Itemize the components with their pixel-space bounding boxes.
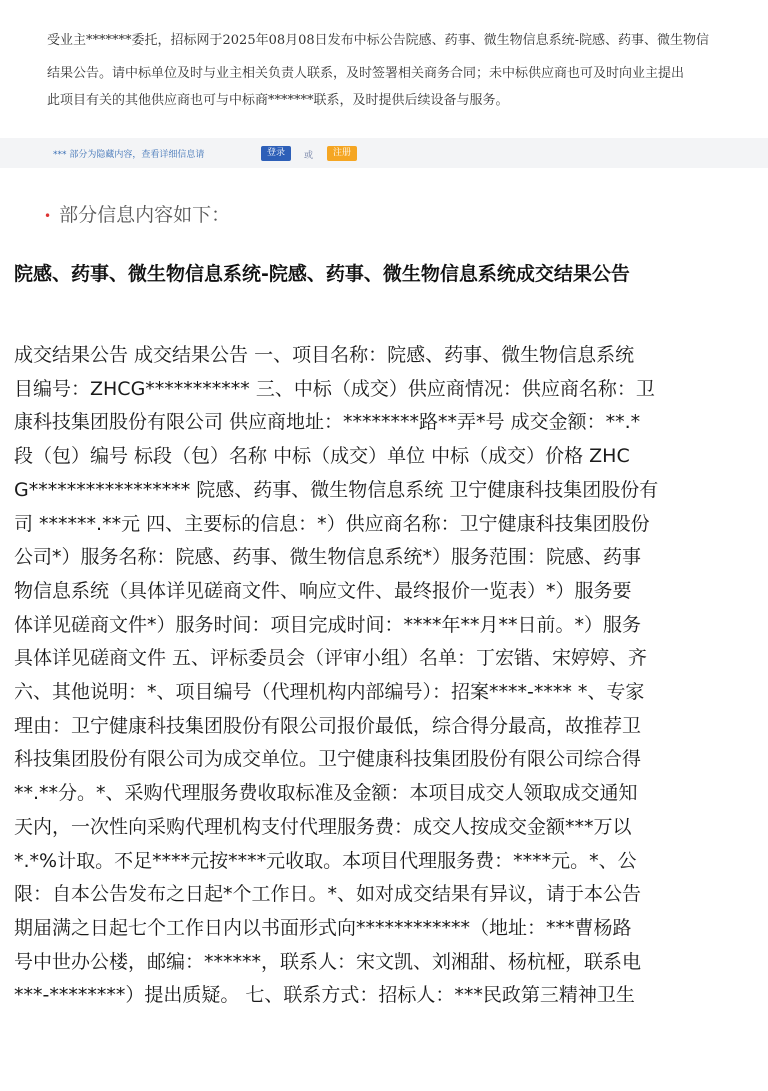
document-body-line: 司 ******.**元 四、主要标的信息：*）供应商名称：卫宁健康科技集团股份 bbox=[14, 512, 650, 535]
document-body-line: 期届满之日起七个工作日内以书面形式向************（地址：***曹杨路 bbox=[14, 916, 632, 939]
section-heading-text: 部分信息内容如下： bbox=[59, 204, 231, 226]
document-body-line: G***************** 院感、药事、微生物信息系统 卫宁健康科技集团股份有 bbox=[14, 478, 659, 501]
document-body-line: 具体详见磋商文件 五、评标委员会（评审小组）名单：丁宏锴、宋婷婷、齐 bbox=[14, 647, 648, 670]
document-body-line: 天内，一次性向采购代理机构支付代理服务费：成交人按成交金额***万以 bbox=[14, 815, 632, 838]
document-body-line: 成交结果公告 成交结果公告 一、项目名称：院感、药事、微生物信息系统 bbox=[14, 344, 635, 366]
document-body-line: 物信息系统（具体详见磋商文件、响应文件、最终报价一览表）*）服务要 bbox=[14, 579, 632, 602]
bullet-dot-icon: • bbox=[44, 208, 52, 223]
document-body-line: ***-********）提出质疑。 七、联系方式：招标人：***民政第三精神卫生 bbox=[14, 984, 635, 1007]
intro-line: 此项目有关的其他供应商也可与中标商*******联系，及时提供后续设备与服务。 bbox=[47, 93, 509, 108]
document-title: 院感、药事、微生物信息系统-院感、药事、微生物信息系统成交结果公告 bbox=[14, 263, 630, 285]
hidden-content-notice: *** 部分为隐藏内容，查看详细信息请 bbox=[53, 150, 205, 160]
document-body-line: 体详见磋商文件*）服务时间：项目完成时间：****年**月**日前。*）服务 bbox=[14, 613, 642, 636]
or-label: 或 bbox=[304, 151, 314, 161]
document-body-line: 理由：卫宁健康科技集团股份有限公司报价最低，综合得分最高，故推荐卫 bbox=[14, 714, 642, 737]
login-button[interactable]: 登录 bbox=[261, 146, 291, 161]
document-body-line: 六、其他说明：*、项目编号（代理机构内部编号）：招案****-**** *、专家 bbox=[14, 681, 645, 703]
document-body-line: 公司*）服务名称：院感、药事、微生物信息系统*）服务范围：院感、药事 bbox=[14, 546, 642, 569]
document-body-line: 目编号：ZHCG*********** 三、中标（成交）供应商情况：供应商名称：卫 bbox=[14, 377, 655, 400]
register-button[interactable]: 注册 bbox=[327, 146, 357, 161]
document-body-line: 段（包）编号 标段（包）名称 中标（成交）单位 中标（成交）价格 ZHC bbox=[14, 445, 630, 468]
intro-line: 受业主*******委托，招标网于2025年08月08日发布中标公告院感、药事、微生物信息系统-院感、药事、微生物信 bbox=[47, 33, 710, 48]
document-body-line: *.*%计取。不足****元按****元收取。本项目代理服务费：****元。*、公 bbox=[14, 849, 637, 872]
document-body-line: 号中世办公楼，邮编：******，联系人：宋文凯、刘湘甜、杨杭桠，联系电 bbox=[14, 950, 642, 973]
document-body-line: 限：自本公告发布之日起*个工作日。*、如对成交结果有异议，请于本公告 bbox=[14, 883, 642, 906]
document-body-line: 科技集团股份有限公司为成交单位。卫宁健康科技集团股份有限公司综合得 bbox=[14, 748, 642, 771]
intro-line: 结果公告。请中标单位及时与业主相关负责人联系，及时签署相关商务合同；未中标供应商也可及时向业主提出 bbox=[47, 66, 685, 81]
document-body-line: 康科技集团股份有限公司 供应商地址：********路**弄*号 成交金额：**.* bbox=[14, 411, 641, 434]
document-body-line: **.**分。*、采购代理服务费收取标准及金额：本项目成交人领取成交通知 bbox=[14, 782, 638, 805]
